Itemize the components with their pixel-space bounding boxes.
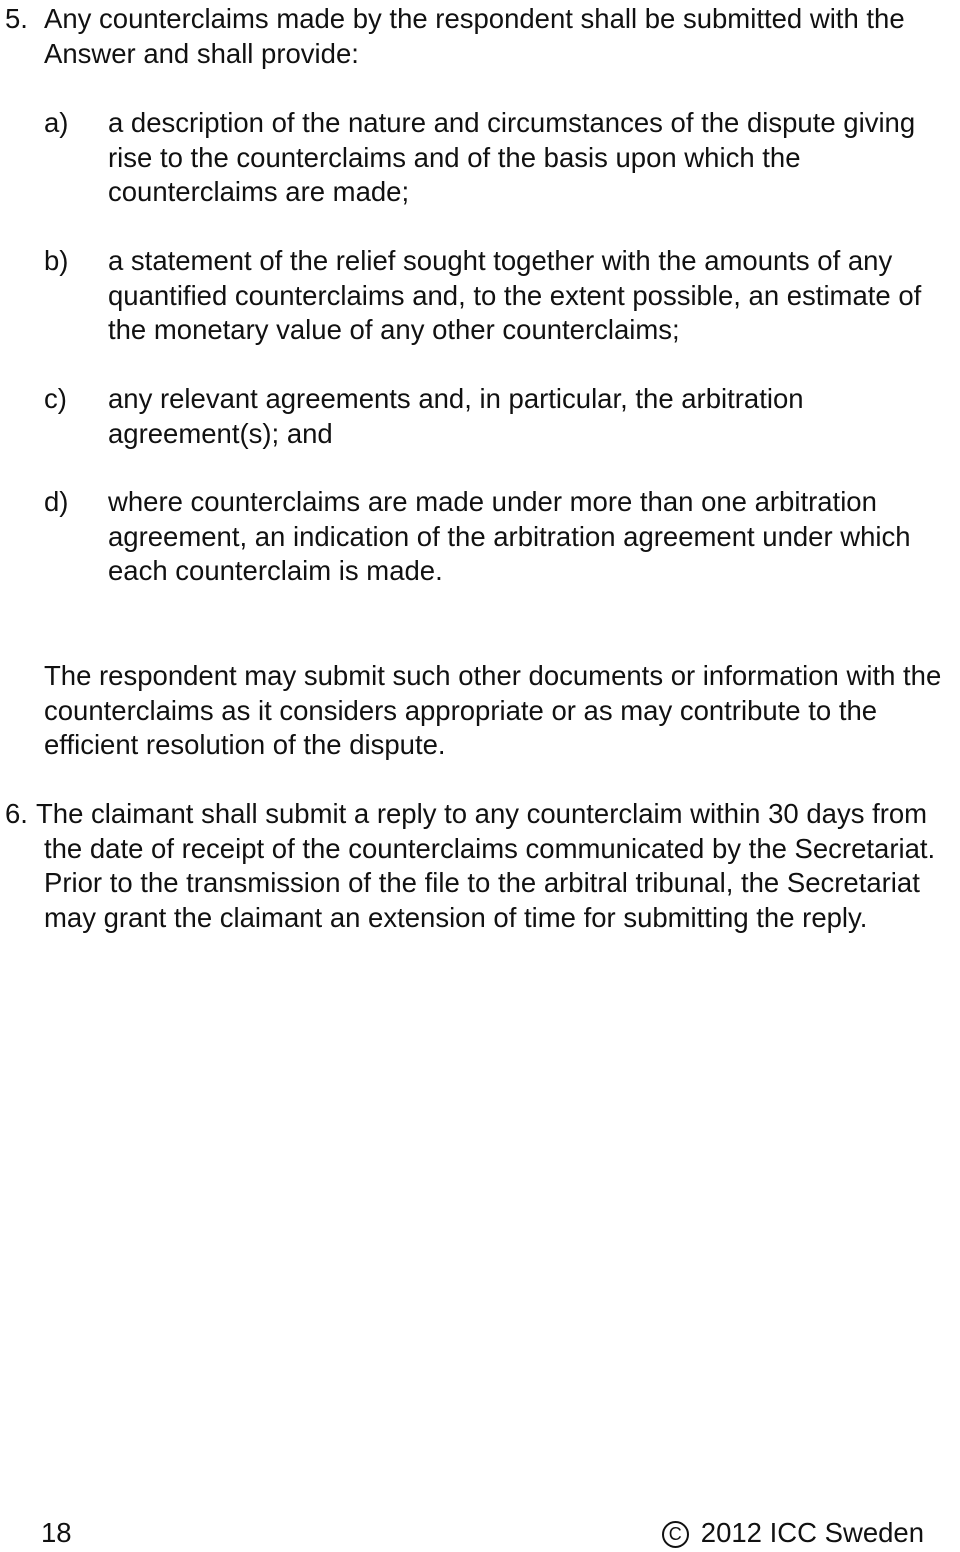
section-5-intro: Any counterclaims made by the respondent shall be submitted with the Answer and shall provide: (44, 3, 905, 69)
list-item-letter: b) (44, 245, 69, 276)
page-footer (0, 1516, 960, 1552)
list-item-text: a description of the nature and circumstances of the dispute giving rise to the counterclaims and of the basis upon which the counterclaims are made; (108, 107, 916, 208)
list-item-letter: d) (44, 486, 69, 517)
copyright-notice (662, 1516, 924, 1551)
section-6 (0, 797, 960, 936)
list-item-b (0, 244, 960, 348)
list-item-text: any relevant agreements and, in particular, the arbitration agreement(s); and (108, 383, 804, 449)
copyright-icon: C (662, 1521, 689, 1548)
list-item-a (0, 106, 960, 210)
section-5-number: 5. (5, 3, 28, 34)
section-6-number: 6. (5, 798, 28, 829)
list-item-text: where counterclaims are made under more than one arbitration agreement, an indication of the arbitration agreement under which each counterclaim is made. (108, 486, 911, 587)
list-item-text: a statement of the relief sought together with the amounts of any quantified counterclaims and, to the extent possible, an estimate of the monetary value of any other counterclaims; (108, 245, 922, 346)
copyright-text: 2012 ICC Sweden (700, 1517, 924, 1548)
page-number: 18 (41, 1517, 72, 1548)
list-item-letter: c) (44, 383, 67, 414)
list-item-letter: a) (44, 107, 69, 138)
list-item-c (0, 382, 960, 451)
section-6-text: The claimant shall submit a reply to any counterclaim within 30 days from the date of receipt of the counterclaims communicated by the Secretariat. Prior to the transmission of the file to the arbitral tribunal, the Secretariat may grant the claimant an extension of time for submitting the reply. (36, 798, 936, 934)
list-item-d (0, 485, 960, 589)
section-5-closing: The respondent may submit such other documents or information with the counterclaims as it considers appropriate or as may contribute to the efficient resolution of the dispute. (44, 660, 942, 761)
section-5 (0, 2, 960, 71)
